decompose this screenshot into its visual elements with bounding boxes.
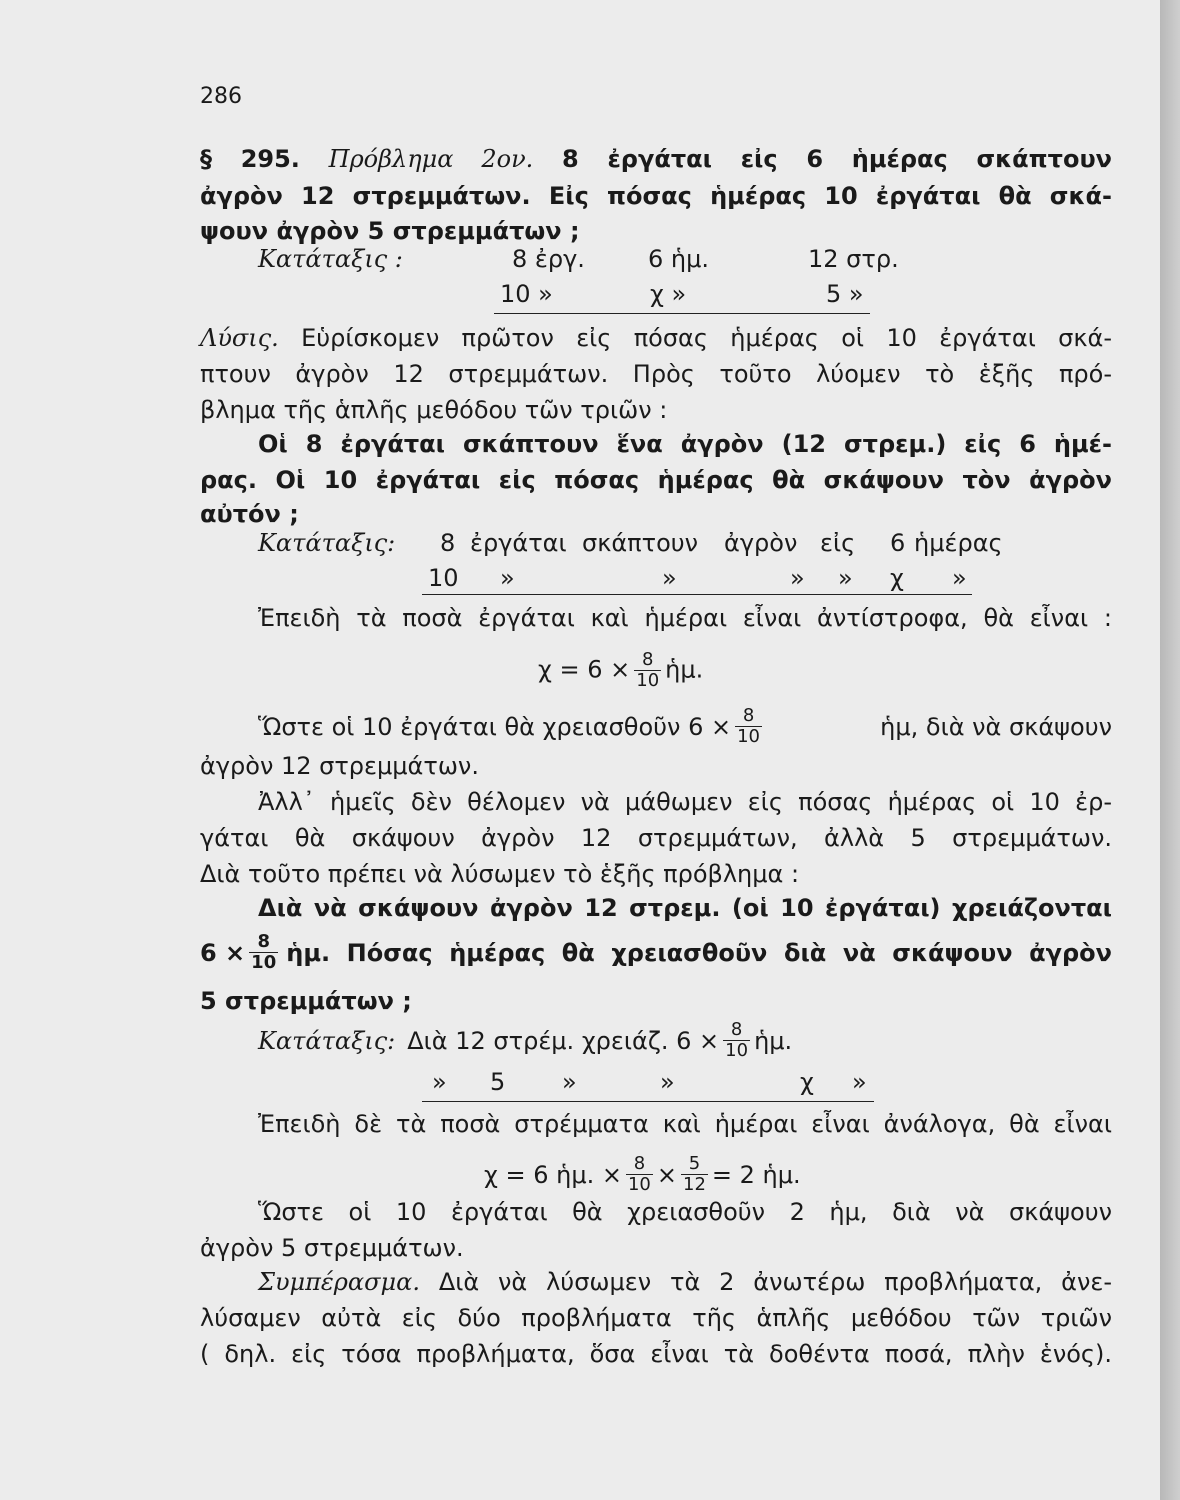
- arrangement-cell: 6: [890, 529, 906, 557]
- arrangement-cell: χ »: [650, 280, 687, 308]
- arrangement-rule: [422, 1101, 874, 1102]
- conclusion-text: ἡμ, διὰ νὰ σκάψουν: [880, 712, 1112, 741]
- sub-problem-line: ρας. Οἱ 10 ἐργάται εἰς πόσας ἡμέρας θὰ σκάψουν τὸν ἀγρὸν: [200, 466, 1112, 494]
- fraction-numerator: 8: [730, 1019, 743, 1040]
- conclusion-text: Ὥστε οἱ 10 ἐργάται θὰ χρειασθοῦν 6 ×: [258, 712, 732, 741]
- sub-problem-line: [200, 932, 1112, 973]
- summary-line: λύσαμεν αὐτὰ εἰς δύο προβλήματα τῆς ἁπλῆς μεθόδου τῶν τριῶν: [200, 1304, 1112, 1332]
- equation-left: χ = 6 ἡμ. ×: [484, 1160, 622, 1189]
- fraction-denominator: 10: [251, 952, 277, 973]
- arrangement-cell: »: [432, 1068, 447, 1096]
- arrangement-cell: 10 »: [500, 280, 553, 308]
- summary-text: Διὰ νὰ λύσωμεν τὰ 2 ἀνωτέρω προβλήματα, ἀνε-: [438, 1268, 1112, 1296]
- sub-problem-line: αὐτόν ;: [200, 500, 299, 528]
- fraction-numerator: 8: [257, 931, 270, 952]
- arrangement-cell: »: [852, 1068, 867, 1096]
- arrangement-cell: 5: [490, 1068, 506, 1096]
- inverse-line: Ἐπειδὴ τὰ ποσὰ ἐργάται καὶ ἡμέραι εἶναι ἀντίστροφα, θὰ εἶναι :: [258, 604, 1112, 632]
- arrangement-cell: σκάπτουν: [582, 529, 699, 557]
- fraction: [735, 706, 762, 747]
- solution-line: πτουν ἀγρὸν 12 στρεμμάτων. Πρὸς τοῦτο λύομεν τὸ ἑξῆς πρό-: [200, 360, 1112, 388]
- fraction-numerator: 8: [641, 649, 654, 670]
- page-number: 286: [200, 84, 242, 109]
- page-edge: [1160, 0, 1180, 1500]
- fraction-denominator: 10: [737, 726, 761, 747]
- arrangement-cell: 6 ἡμ.: [648, 245, 710, 273]
- solution-text: Εὑρίσκομεν πρῶτον εἰς πόσας ἡμέρας οἱ 10 ἐργάται σκά-: [301, 324, 1112, 352]
- sub-problem-line: Διὰ νὰ σκάψουν ἀγρὸν 12 στρεμ. (οἱ 10 ἐργάται) χρειάζονται: [258, 894, 1112, 922]
- problem-text-line: ψουν ἀγρὸν 5 στρεμμάτων ;: [200, 217, 580, 245]
- section-number: § 295.: [200, 145, 300, 173]
- conclusion-line: [258, 706, 1112, 747]
- sub-problem-text: ἡμ. Πόσας ἡμέρας θὰ χρειασθοῦν διὰ νὰ σκάψουν ἀγρὸν: [286, 938, 1112, 967]
- arrangement-cell: »: [838, 564, 853, 592]
- fraction-numerator: 5: [688, 1153, 701, 1174]
- arrangement-cell: Διὰ 12 στρέμ. χρειάζ. 6 ×: [407, 1026, 720, 1055]
- equation-left: χ = 6 ×: [538, 655, 631, 684]
- arrangement-rule: [422, 594, 972, 595]
- fraction-numerator: 8: [742, 705, 755, 726]
- problem-text: 8 ἐργάται εἰς 6 ἡμέρας σκάπτουν: [562, 145, 1113, 173]
- arrangement-cell: »: [562, 1068, 577, 1096]
- paragraph-line: γάται θὰ σκάψουν ἀγρὸν 12 στρεμμάτων, ἀλλὰ 5 στρεμμάτων.: [200, 824, 1112, 852]
- arrangement-cell: »: [500, 564, 515, 592]
- fraction: [249, 932, 278, 973]
- equation: [484, 1154, 801, 1195]
- equation: [538, 650, 703, 691]
- arrangement-cell: ἡμέρας: [914, 529, 1003, 557]
- summary-line: ( δηλ. εἰς τόσα προβλήματα, ὅσα εἶναι τὰ δοθέντα ποσά, πλὴν ἑνός).: [200, 1340, 1112, 1368]
- fraction-numerator: 8: [633, 1153, 646, 1174]
- solution-line: βλημα τῆς ἁπλῆς μεθόδου τῶν τριῶν :: [200, 396, 668, 424]
- arrangement-cell: »: [790, 564, 805, 592]
- arrangement-cell: 5 »: [826, 280, 864, 308]
- proportional-line: Ἐπειδὴ δὲ τὰ ποσὰ στρέμματα καὶ ἡμέραι εἶναι ἀνάλογα, θὰ εἶναι: [258, 1110, 1112, 1138]
- fraction: [723, 1020, 750, 1061]
- arrangement-label: Κατάταξις:: [258, 1026, 396, 1055]
- summary-line: [258, 1266, 1112, 1298]
- arrangement-cell: 8 ἐργ.: [512, 245, 585, 273]
- arrangement-cell: χ: [800, 1068, 814, 1096]
- fraction-denominator: 10: [725, 1040, 749, 1061]
- solution-label: Λύσις.: [200, 324, 279, 352]
- section-heading-line: [200, 143, 1112, 175]
- fraction-denominator: 10: [636, 670, 660, 691]
- arrangement-cell: ἀγρὸν: [724, 529, 798, 557]
- sub-problem-text: 6 ×: [200, 938, 246, 967]
- paragraph-line: Διὰ τοῦτο πρέπει νὰ λύσωμεν τὸ ἑξῆς πρόβλημα :: [200, 860, 800, 888]
- arrangement-rule: [494, 313, 870, 314]
- arrangement-cell: 8: [440, 529, 456, 557]
- equation-unit: ἡμ.: [665, 655, 704, 684]
- arrangement-row: [258, 1020, 792, 1061]
- arrangement-label: Κατάταξις :: [258, 245, 403, 273]
- conclusion-line: Ὥστε οἱ 10 ἐργάται θὰ χρειασθοῦν 2 ἡμ, διὰ νὰ σκάψουν: [258, 1198, 1112, 1226]
- arrangement-cell: εἰς: [820, 529, 856, 557]
- fraction-denominator: 12: [683, 1174, 706, 1195]
- solution-line: [200, 322, 1112, 354]
- arrangement-label: Κατάταξις:: [258, 529, 396, 557]
- sub-problem-line: 5 στρεμμάτων ;: [200, 987, 412, 1015]
- equation-right: = 2 ἡμ.: [711, 1160, 801, 1189]
- arrangement-cell: »: [660, 1068, 675, 1096]
- arrangement-cell: 10: [428, 564, 459, 592]
- sub-problem-line: Οἱ 8 ἐργάται σκάπτουν ἕνα ἀγρὸν (12 στρεμ.) εἰς 6 ἡμέ-: [258, 430, 1112, 458]
- arrangement-cell: »: [662, 564, 677, 592]
- arrangement-cell: »: [952, 564, 967, 592]
- arrangement-cell: ἐργάται: [470, 529, 567, 557]
- paragraph-line: Ἀλλ᾽ ἡμεῖς δὲν θέλομεν νὰ μάθωμεν εἰς πόσας ἡμέρας οἱ 10 ἐρ-: [258, 788, 1112, 816]
- summary-label: Συμπέρασμα.: [258, 1268, 420, 1296]
- fraction: [681, 1154, 708, 1195]
- conclusion-line: ἀγρὸν 12 στρεμμάτων.: [200, 752, 479, 780]
- arrangement-cell: ἡμ.: [754, 1026, 793, 1055]
- conclusion-line: ἀγρὸν 5 στρεμμάτων.: [200, 1234, 464, 1262]
- arrangement-cell: χ: [890, 564, 904, 592]
- problem-label: Πρόβλημα 2ον.: [328, 145, 534, 173]
- fraction: [626, 1154, 653, 1195]
- problem-text-line: ἀγρὸν 12 στρεμμάτων. Εἰς πόσας ἡμέρας 10 ἐργάται θὰ σκά-: [200, 182, 1112, 210]
- fraction: [634, 650, 661, 691]
- arrangement-cell: 12 στρ.: [808, 245, 899, 273]
- times-sign: ×: [656, 1160, 677, 1189]
- fraction-denominator: 10: [627, 1174, 651, 1195]
